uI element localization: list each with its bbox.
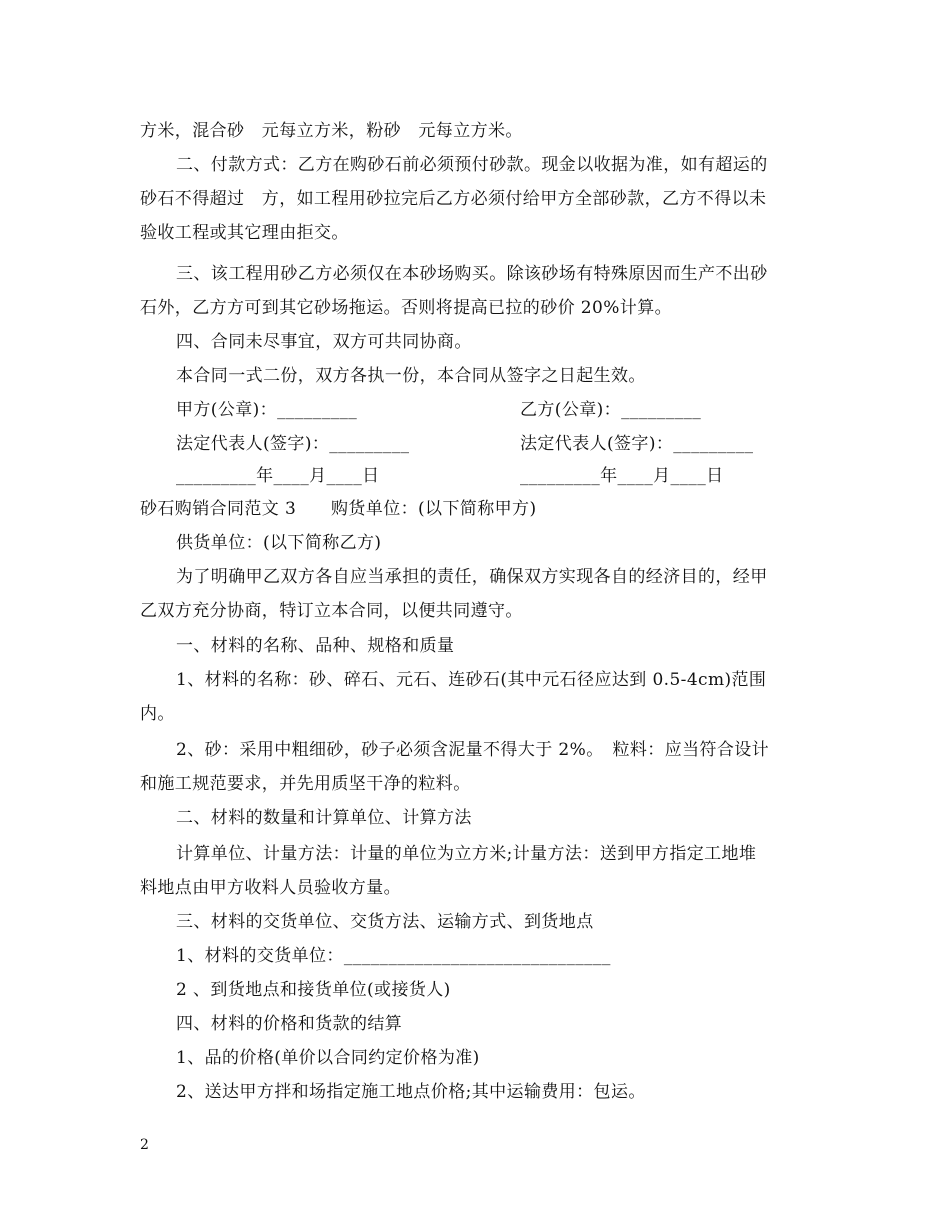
text-line: 1、材料的交货单位：______________________________ [176, 946, 611, 966]
party-a-date: _________年____月____日 [176, 466, 380, 486]
text-line: 供货单位：(以下简称乙方) [176, 533, 382, 553]
text-line: 四、合同未尽事宜，双方可共同协商。 [176, 332, 472, 352]
text-line: 三、该工程用砂乙方必须仅在本砂场购买。除该砂场有特殊原因而生产不出砂 [176, 264, 768, 284]
text-line: 2、送达甲方拌和场指定施工地点价格;其中运输费用：包运。 [176, 1082, 646, 1102]
party-a-representative: 法定代表人(签字)：_________ [176, 434, 410, 454]
text-line: 为了明确甲乙双方各自应当承担的责任，确保双方实现各自的经济目的，经甲 [176, 567, 768, 587]
page-number: 2 [140, 1137, 149, 1153]
party-b-seal: 乙方(公章)：_________ [520, 400, 702, 420]
text-line: 料地点由甲方收料人员验收方量。 [140, 878, 401, 898]
text-line: 计算单位、计量方法：计量的单位为立方米;计量方法：送到甲方指定工地堆 [176, 844, 757, 864]
text-line: 1、品的价格(单价以合同约定价格为准) [176, 1048, 480, 1068]
text-line: 验收工程或其它理由拒交。 [140, 223, 349, 243]
text-line: 方米，混合砂 元每立方米，粉砂 元每立方米。 [140, 121, 523, 141]
clause-heading: 三、材料的交货单位、交货方法、运输方式、到货地点 [176, 912, 594, 932]
section-title: 砂石购销合同范文 3 购货单位：(以下简称甲方) [140, 499, 537, 519]
text-line: 石外，乙方方可到其它砂场拖运。否则将提高已拉的砂价 20%计算。 [140, 298, 672, 318]
text-line: 乙双方充分协商，特订立本合同，以便共同遵守。 [140, 601, 523, 621]
text-line: 砂石不得超过 方，如工程用砂拉完后乙方必须付给甲方全部砂款，乙方不得以未 [140, 189, 767, 209]
text-line: 2 、到货地点和接货单位(或接货人) [176, 980, 451, 1000]
clause-heading: 一、材料的名称、品种、规格和质量 [176, 636, 455, 656]
text-line: 1、材料的名称：砂、碎石、元石、连砂石(其中元石径应达到 0.5-4cm)范围 [176, 670, 767, 690]
text-line: 和施工规范要求，并先用质坚干净的粒料。 [140, 774, 471, 794]
party-b-representative: 法定代表人(签字)：_________ [520, 434, 754, 454]
party-a-seal: 甲方(公章)：_________ [176, 400, 358, 420]
text-line: 二、付款方式：乙方在购砂石前必须预付砂款。现金以收据为准，如有超运的 [176, 155, 768, 175]
text-line: 内。 [140, 704, 175, 724]
party-b-date: _________年____月____日 [520, 466, 724, 486]
text-line: 2、砂：采用中粗细砂，砂子必须含泥量不得大于 2%。 粒料：应当符合设计 [176, 740, 770, 760]
clause-heading: 四、材料的价格和货款的结算 [176, 1014, 403, 1034]
clause-heading: 二、材料的数量和计算单位、计算方法 [176, 808, 472, 828]
text-line: 本合同一式二份，双方各执一份，本合同从签字之日起生效。 [176, 366, 646, 386]
